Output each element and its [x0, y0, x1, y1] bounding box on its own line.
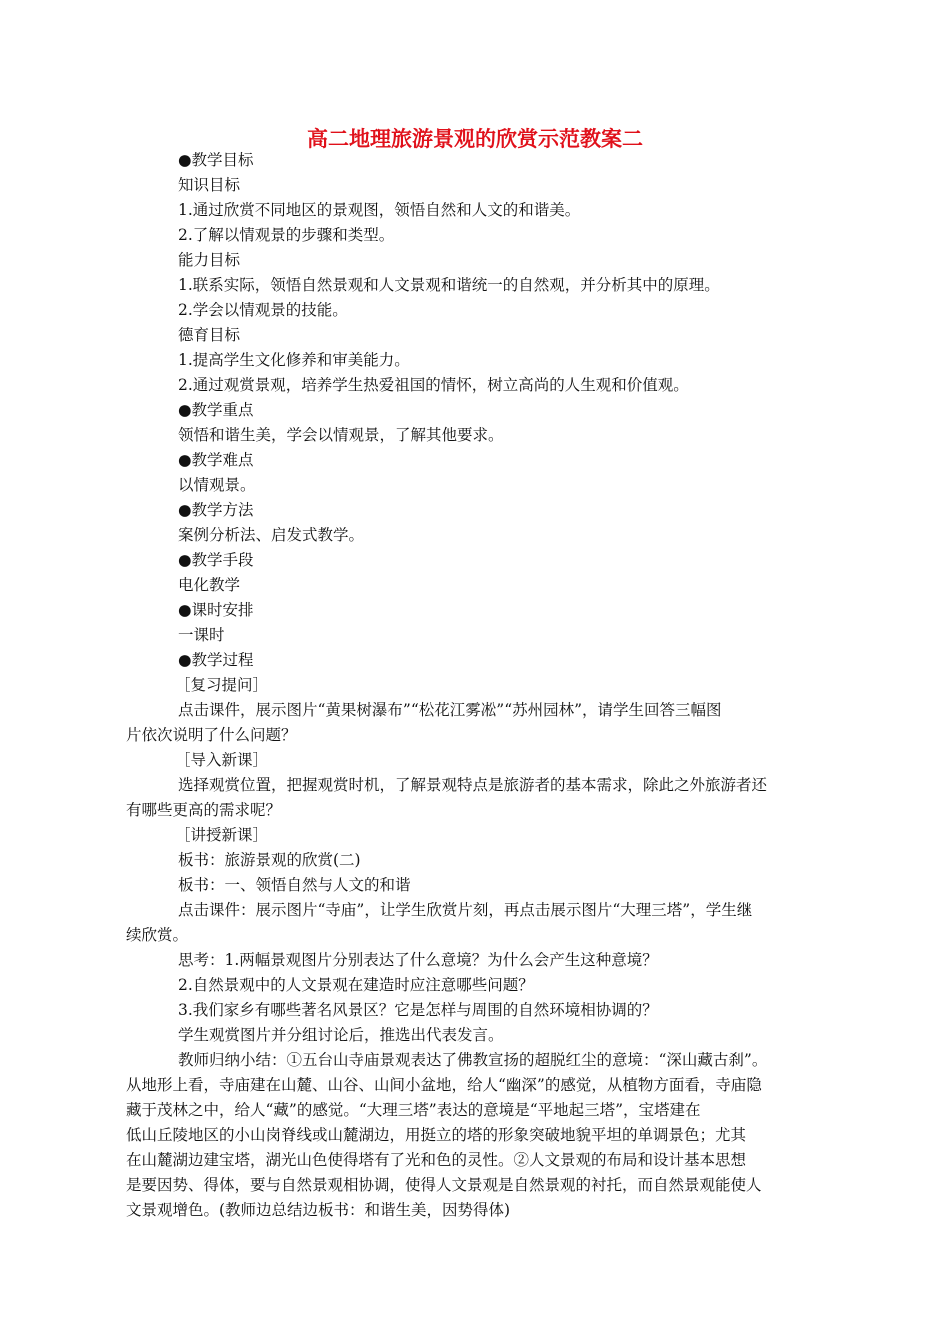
summary-line: 在山麓湖边建宝塔，湖光山色使得塔有了光和色的灵性。②人文景观的布局和设计基本思想 [126, 1151, 747, 1169]
summary-line: 文景观增色。(教师边总结边板书：和谐生美，因势得体) [126, 1201, 511, 1219]
summary-line: 是要因势、得体，要与自然景观相协调，使得人文景观是自然景观的衬托，而自然景观能使人 [126, 1176, 762, 1194]
body-text: 一课时 [178, 626, 225, 644]
subheading-moral: 德育目标 [178, 326, 241, 344]
section-heading-schedule: ●课时安排 [178, 601, 254, 619]
board-note: 板书：一、领悟自然与人文的和谐 [178, 876, 411, 894]
paragraph-line: 片依次说明了什么问题？ [126, 726, 297, 744]
list-item: 2.通过观赏景观，培养学生热爱祖国的情怀，树立高尚的人生观和价值观。 [178, 376, 689, 394]
summary-line: 低山丘陵地区的小山岗脊线或山麓湖边，用挺立的塔的形象突破地貌平坦的单调景色；尤其 [126, 1126, 747, 1144]
paragraph-line: 选择观赏位置，把握观赏时机，了解景观特点是旅游者的基本需求，除此之外旅游者还 [178, 776, 768, 794]
paragraph-line: 有哪些更高的需求呢？ [126, 801, 282, 819]
section-heading-means: ●教学手段 [178, 551, 254, 569]
subheading-ability: 能力目标 [178, 251, 241, 269]
body-text: 电化教学 [178, 576, 241, 594]
list-item: 2.了解以情观景的步骤和类型。 [178, 226, 395, 244]
paragraph-line: 点击课件，展示图片“黄果树瀑布”“松花江雾凇”“苏州园林”，请学生回答三幅图 [178, 701, 722, 719]
section-heading-process: ●教学过程 [178, 651, 254, 669]
summary-line: 从地形上看，寺庙建在山麓、山谷、山间小盆地，给人“幽深”的感觉，从植物方面看，寺庙隐 [126, 1076, 762, 1094]
summary-line: 教师归纳小结：①五台山寺庙景观表达了佛教宣扬的超脱红尘的意境：“深山藏古刹”。 [178, 1051, 768, 1069]
question-line: 思考：1.两幅景观图片分别表达了什么意境？为什么会产生这种意境？ [178, 951, 658, 969]
subheading-knowledge: 知识目标 [178, 176, 241, 194]
list-item: 1.提高学生文化修养和审美能力。 [178, 351, 410, 369]
board-note: 板书：旅游景观的欣赏(二) [178, 851, 361, 869]
bracket-heading-new-lesson: ［讲授新课］ [175, 826, 269, 844]
body-text: 以情观景。 [178, 476, 256, 494]
bracket-heading-intro: ［导入新课］ [175, 751, 269, 769]
document-title: 高二地理旅游景观的欣赏示范教案二 [307, 126, 643, 151]
body-text: 领悟和谐生美，学会以情观景，了解其他要求。 [178, 426, 504, 444]
section-heading-key-points: ●教学重点 [178, 401, 254, 419]
paragraph-line: 学生观赏图片并分组讨论后，推选出代表发言。 [178, 1026, 504, 1044]
list-item: 2.学会以情观景的技能。 [178, 301, 348, 319]
section-heading-objectives: ●教学目标 [178, 151, 254, 169]
bracket-heading-review: ［复习提问］ [175, 676, 269, 694]
question-line: 2.自然景观中的人文景观在建造时应注意哪些问题？ [178, 976, 534, 994]
body-text: 案例分析法、启发式教学。 [178, 526, 365, 544]
paragraph-line: 续欣赏。 [126, 926, 189, 944]
paragraph-line: 点击课件：展示图片“寺庙”，让学生欣赏片刻，再点击展示图片“大理三塔”，学生继 [178, 901, 753, 919]
document-body [126, 148, 818, 1223]
list-item: 1.通过欣赏不同地区的景观图，领悟自然和人文的和谐美。 [178, 201, 581, 219]
section-heading-difficulties: ●教学难点 [178, 451, 254, 469]
section-heading-methods: ●教学方法 [178, 501, 254, 519]
summary-line: 藏于茂林之中，给人“藏”的感觉。“大理三塔”表达的意境是“平地起三塔”，宝塔建在 [126, 1101, 701, 1119]
list-item: 1.联系实际，领悟自然景观和人文景观和谐统一的自然观，并分析其中的原理。 [178, 276, 720, 294]
question-line: 3.我们家乡有哪些著名风景区？它是怎样与周围的自然环境相协调的？ [178, 1001, 658, 1019]
